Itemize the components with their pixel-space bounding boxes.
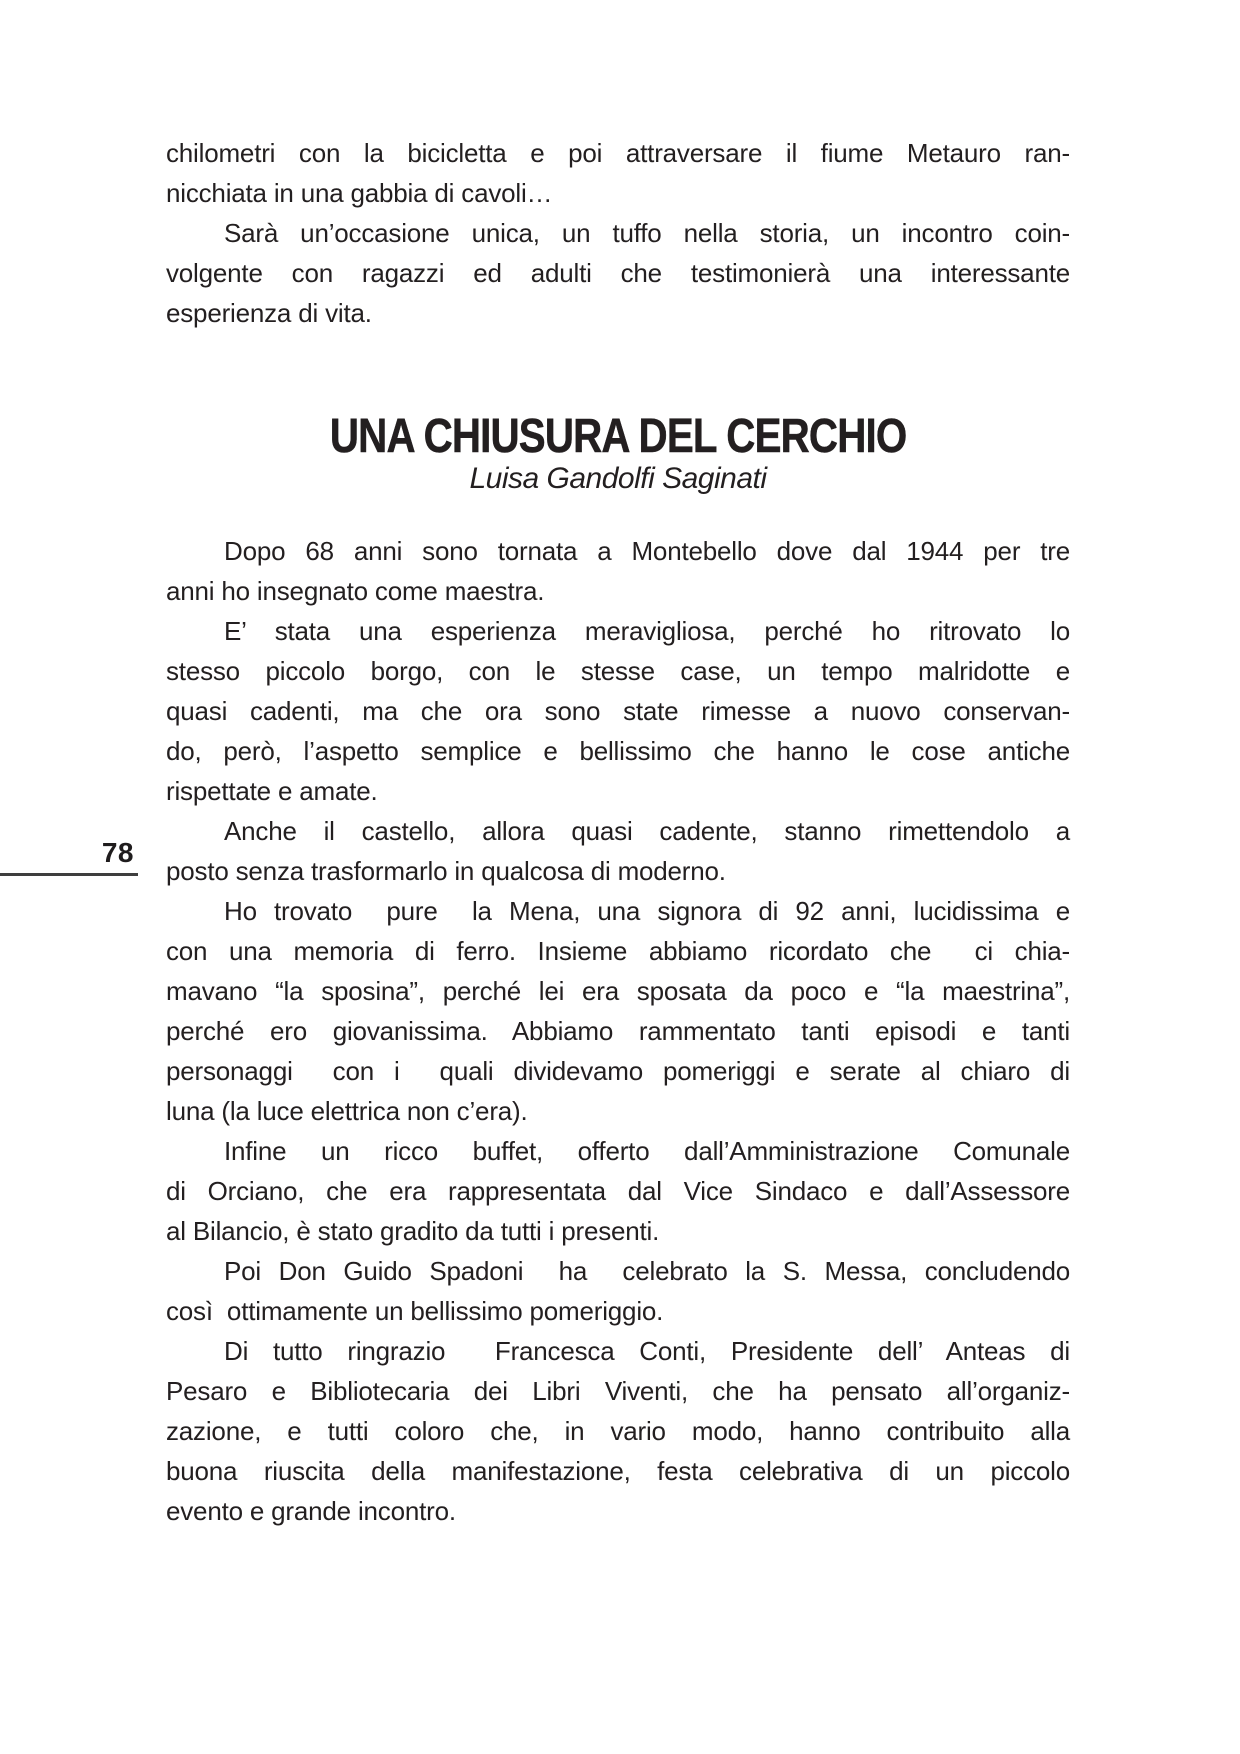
text-line: Ho trovato pure la Mena, una signora di 92 anni, lucidissima e	[224, 896, 1070, 926]
text-line: Di tutto ringrazio Francesca Conti, Presidente dell’ Anteas di	[224, 1336, 1070, 1366]
text-line: Anche il castello, allora quasi cadente, stanno rimettendolo a	[224, 816, 1070, 846]
text-line: mavano “la sposina”, perché lei era sposata da poco e “la maestrina”,	[166, 976, 1070, 1006]
text-line: buona riuscita della manifestazione, festa celebrativa di un piccolo	[166, 1456, 1070, 1486]
paragraph	[166, 213, 1070, 333]
text-line: chilometri con la bicicletta e poi attraversare il fiume Metauro ran-	[166, 138, 1070, 168]
paragraph	[166, 1251, 1070, 1331]
text-line: rispettate e amate.	[166, 776, 378, 806]
text-line: posto senza trasformarlo in qualcosa di moderno.	[166, 856, 726, 886]
text-line: di Orciano, che era rappresentata dal Vice Sindaco e dall’Assessore	[166, 1176, 1070, 1206]
text-line: stesso piccolo borgo, con le stesse case, un tempo malridotte e	[166, 656, 1070, 686]
text-line: nicchiata in una gabbia di cavoli…	[166, 178, 553, 208]
text-line: Poi Don Guido Spadoni ha celebrato la S. Messa, concludendo	[224, 1256, 1070, 1286]
paragraph	[166, 1331, 1070, 1531]
article-title-text: UNA CHIUSURA DEL CERCHIO	[329, 410, 907, 463]
paragraph	[166, 133, 1070, 213]
text-line: luna (la luce elettrica non c’era).	[166, 1096, 528, 1126]
paragraph	[166, 891, 1070, 1131]
text-line: Infine un ricco buffet, offerto dall’Amministrazione Comunale	[224, 1136, 1070, 1166]
text-line: perché ero giovanissima. Abbiamo rammentato tanti episodi e tanti	[166, 1016, 1070, 1046]
text-line: quasi cadenti, ma che ora sono state rimesse a nuovo conservan-	[166, 696, 1070, 726]
text-line: con una memoria di ferro. Insieme abbiamo ricordato che ci chia-	[166, 936, 1070, 966]
text-line: E’ stata una esperienza meravigliosa, perché ho ritrovato lo	[224, 616, 1070, 646]
text-line: personaggi con i quali dividevamo pomeriggi e serate al chiaro di	[166, 1056, 1070, 1086]
paragraph	[166, 531, 1070, 611]
page-number-rule	[0, 873, 138, 876]
text-line: così ottimamente un bellissimo pomeriggio.	[166, 1296, 664, 1326]
text-line: Sarà un’occasione unica, un tuffo nella storia, un incontro coin-	[224, 218, 1070, 248]
article-author: Luisa Gandolfi Saginati	[469, 462, 767, 495]
text-line: do, però, l’aspetto semplice e bellissimo che hanno le cose antiche	[166, 736, 1070, 766]
page-number-block	[0, 839, 138, 876]
paragraph	[166, 811, 1070, 891]
text-line: esperienza di vita.	[166, 298, 372, 328]
body-paragraphs	[166, 531, 1070, 1531]
text-line: al Bilancio, è stato gradito da tutti i presenti.	[166, 1216, 660, 1246]
text-line: zazione, e tutti coloro che, in vario modo, hanno contribuito alla	[166, 1416, 1070, 1446]
text-line: volgente con ragazzi ed adulti che testimonierà una interessante	[166, 258, 1070, 288]
text-line: Pesaro e Bibliotecaria dei Libri Viventi, che ha pensato all’organiz-	[166, 1376, 1070, 1406]
text-line: evento e grande incontro.	[166, 1496, 456, 1526]
intro-paragraphs	[166, 133, 1070, 333]
paragraph	[166, 1131, 1070, 1251]
page-number: 78	[101, 837, 134, 868]
text-line: Dopo 68 anni sono tornata a Montebello dove dal 1944 per tre	[224, 536, 1070, 566]
paragraph	[166, 611, 1070, 811]
article-title	[166, 411, 1070, 463]
text-line: anni ho insegnato come maestra.	[166, 576, 545, 606]
